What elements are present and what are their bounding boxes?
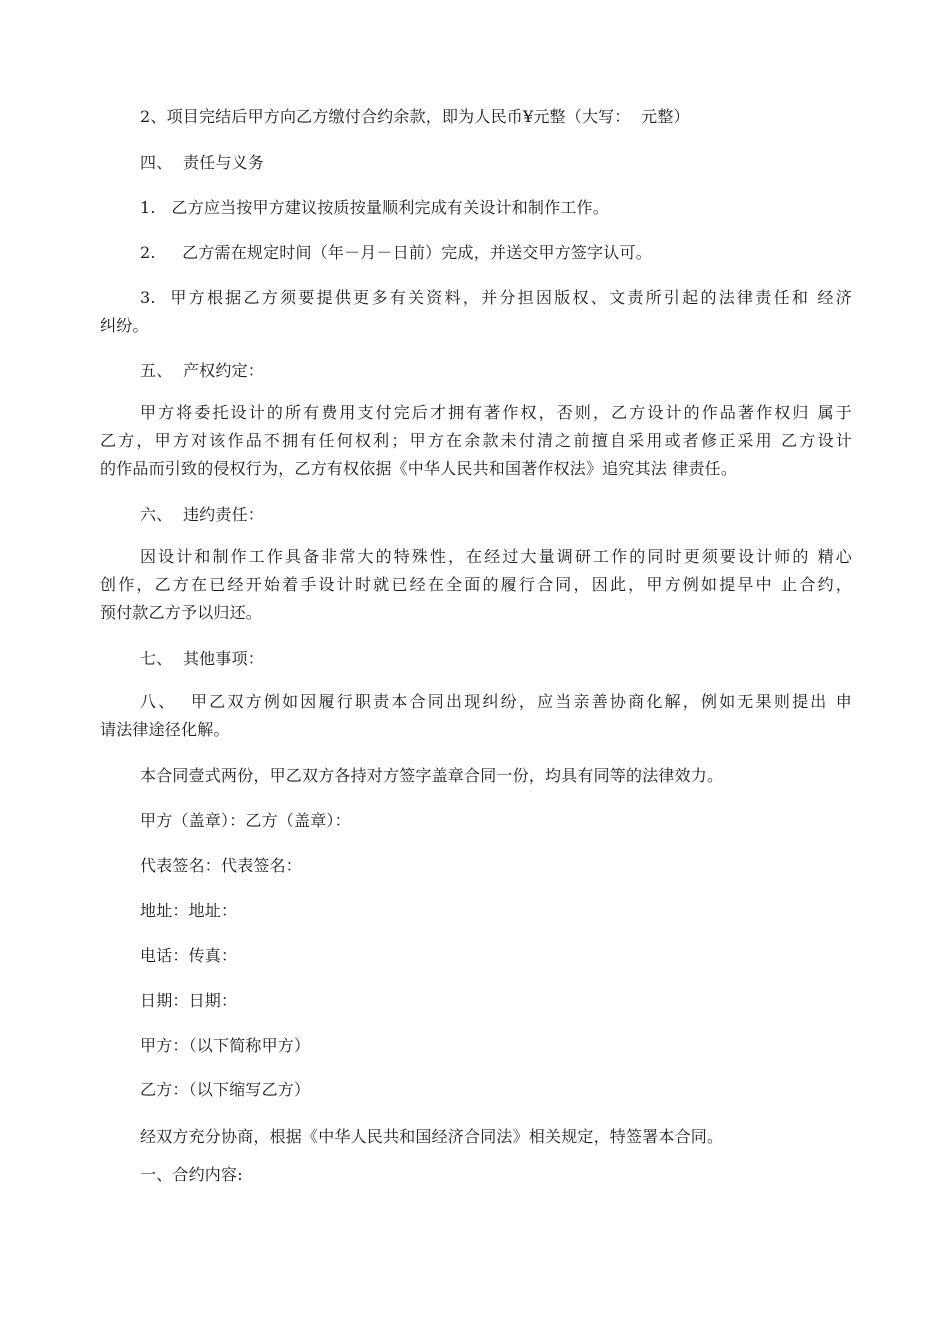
party-b-line: 乙方：（以下缩写乙方） xyxy=(140,1080,311,1099)
property-rights-paragraph xyxy=(100,399,852,483)
phone-fax-line: 电话：传真： xyxy=(140,946,238,965)
section-heading-7: 七、 其他事项： xyxy=(140,649,264,668)
agreement-intro: 经双方充分协商，根据《中华人民共和国经济合同法》相关规定，特签署本合同。 xyxy=(140,1127,724,1146)
duty-item-3-line-1: 3. 甲方根据乙方须要提供更多有关资料，并分担因版权、文责所引起的法律责任和 经济 xyxy=(140,288,852,307)
section-heading-4: 四、 责任与义务 xyxy=(140,153,264,172)
breach-paragraph xyxy=(100,543,852,627)
property-rights-line-3: 的作品而引致的侵权行为，乙方有权依据《中华人民共和国著作权法》追究其法 律责任。 xyxy=(100,459,738,478)
dispute-paragraph xyxy=(100,688,852,744)
duty-item-2: 2. 乙方需在规定时间（年－月－日前）完成，并送交甲方签字认可。 xyxy=(140,243,652,262)
breach-line-2: 创作，乙方在已经开始着手设计时就已经在全面的履行合同，因此，甲方例如提早中 止合约， xyxy=(100,575,852,594)
contract-content-heading: 一、合约内容: xyxy=(140,1165,243,1184)
duty-item-1: 1. 乙方应当按甲方建议按质按量顺利完成有关设计和制作工作。 xyxy=(140,198,609,217)
payment-clause-2: 2、项目完结后甲方向乙方缴付合约余款，即为人民币¥元整（大写： 元整） xyxy=(140,107,690,126)
duty-item-3-line-2: 纠纷。 xyxy=(100,316,149,335)
property-rights-line-2: 乙方，甲方对该作品不拥有任何权利；甲方在余款未付清之前擅自采用或者修正采用 乙方设计 xyxy=(100,431,852,450)
section-heading-5: 五、 产权约定： xyxy=(140,361,264,380)
date-line: 日期：日期： xyxy=(140,991,238,1010)
breach-line-1: 因设计和制作工作具备非常大的特殊性，在经过大量调研工作的同时更须要设计师的 精心 xyxy=(140,547,852,566)
copies-statement: 本合同壹式两份，甲乙双方各持对方签字盖章合同一份，均具有同等的法律效力。 xyxy=(140,766,724,785)
seal-line: 甲方（盖章）：乙方（盖章）： xyxy=(140,811,351,830)
duty-item-3 xyxy=(100,284,852,340)
dispute-line-1: 八、 甲乙双方例如因履行职责本合同出现纠纷，应当亲善协商化解，例如无果则提出 申 xyxy=(140,692,852,711)
signature-line: 代表签名：代表签名： xyxy=(140,856,303,875)
party-a-line: 甲方：（以下简称甲方） xyxy=(140,1036,311,1055)
section-heading-6: 六、 违约责任： xyxy=(140,505,264,524)
dispute-line-2: 请法律途径化解。 xyxy=(100,720,230,739)
property-rights-line-1: 甲方将委托设计的所有费用支付完后才拥有著作权，否则，乙方设计的作品著作权归 属于 xyxy=(140,403,852,422)
breach-line-3: 预付款乙方予以归还。 xyxy=(100,603,263,622)
address-line: 地址：地址： xyxy=(140,901,238,920)
